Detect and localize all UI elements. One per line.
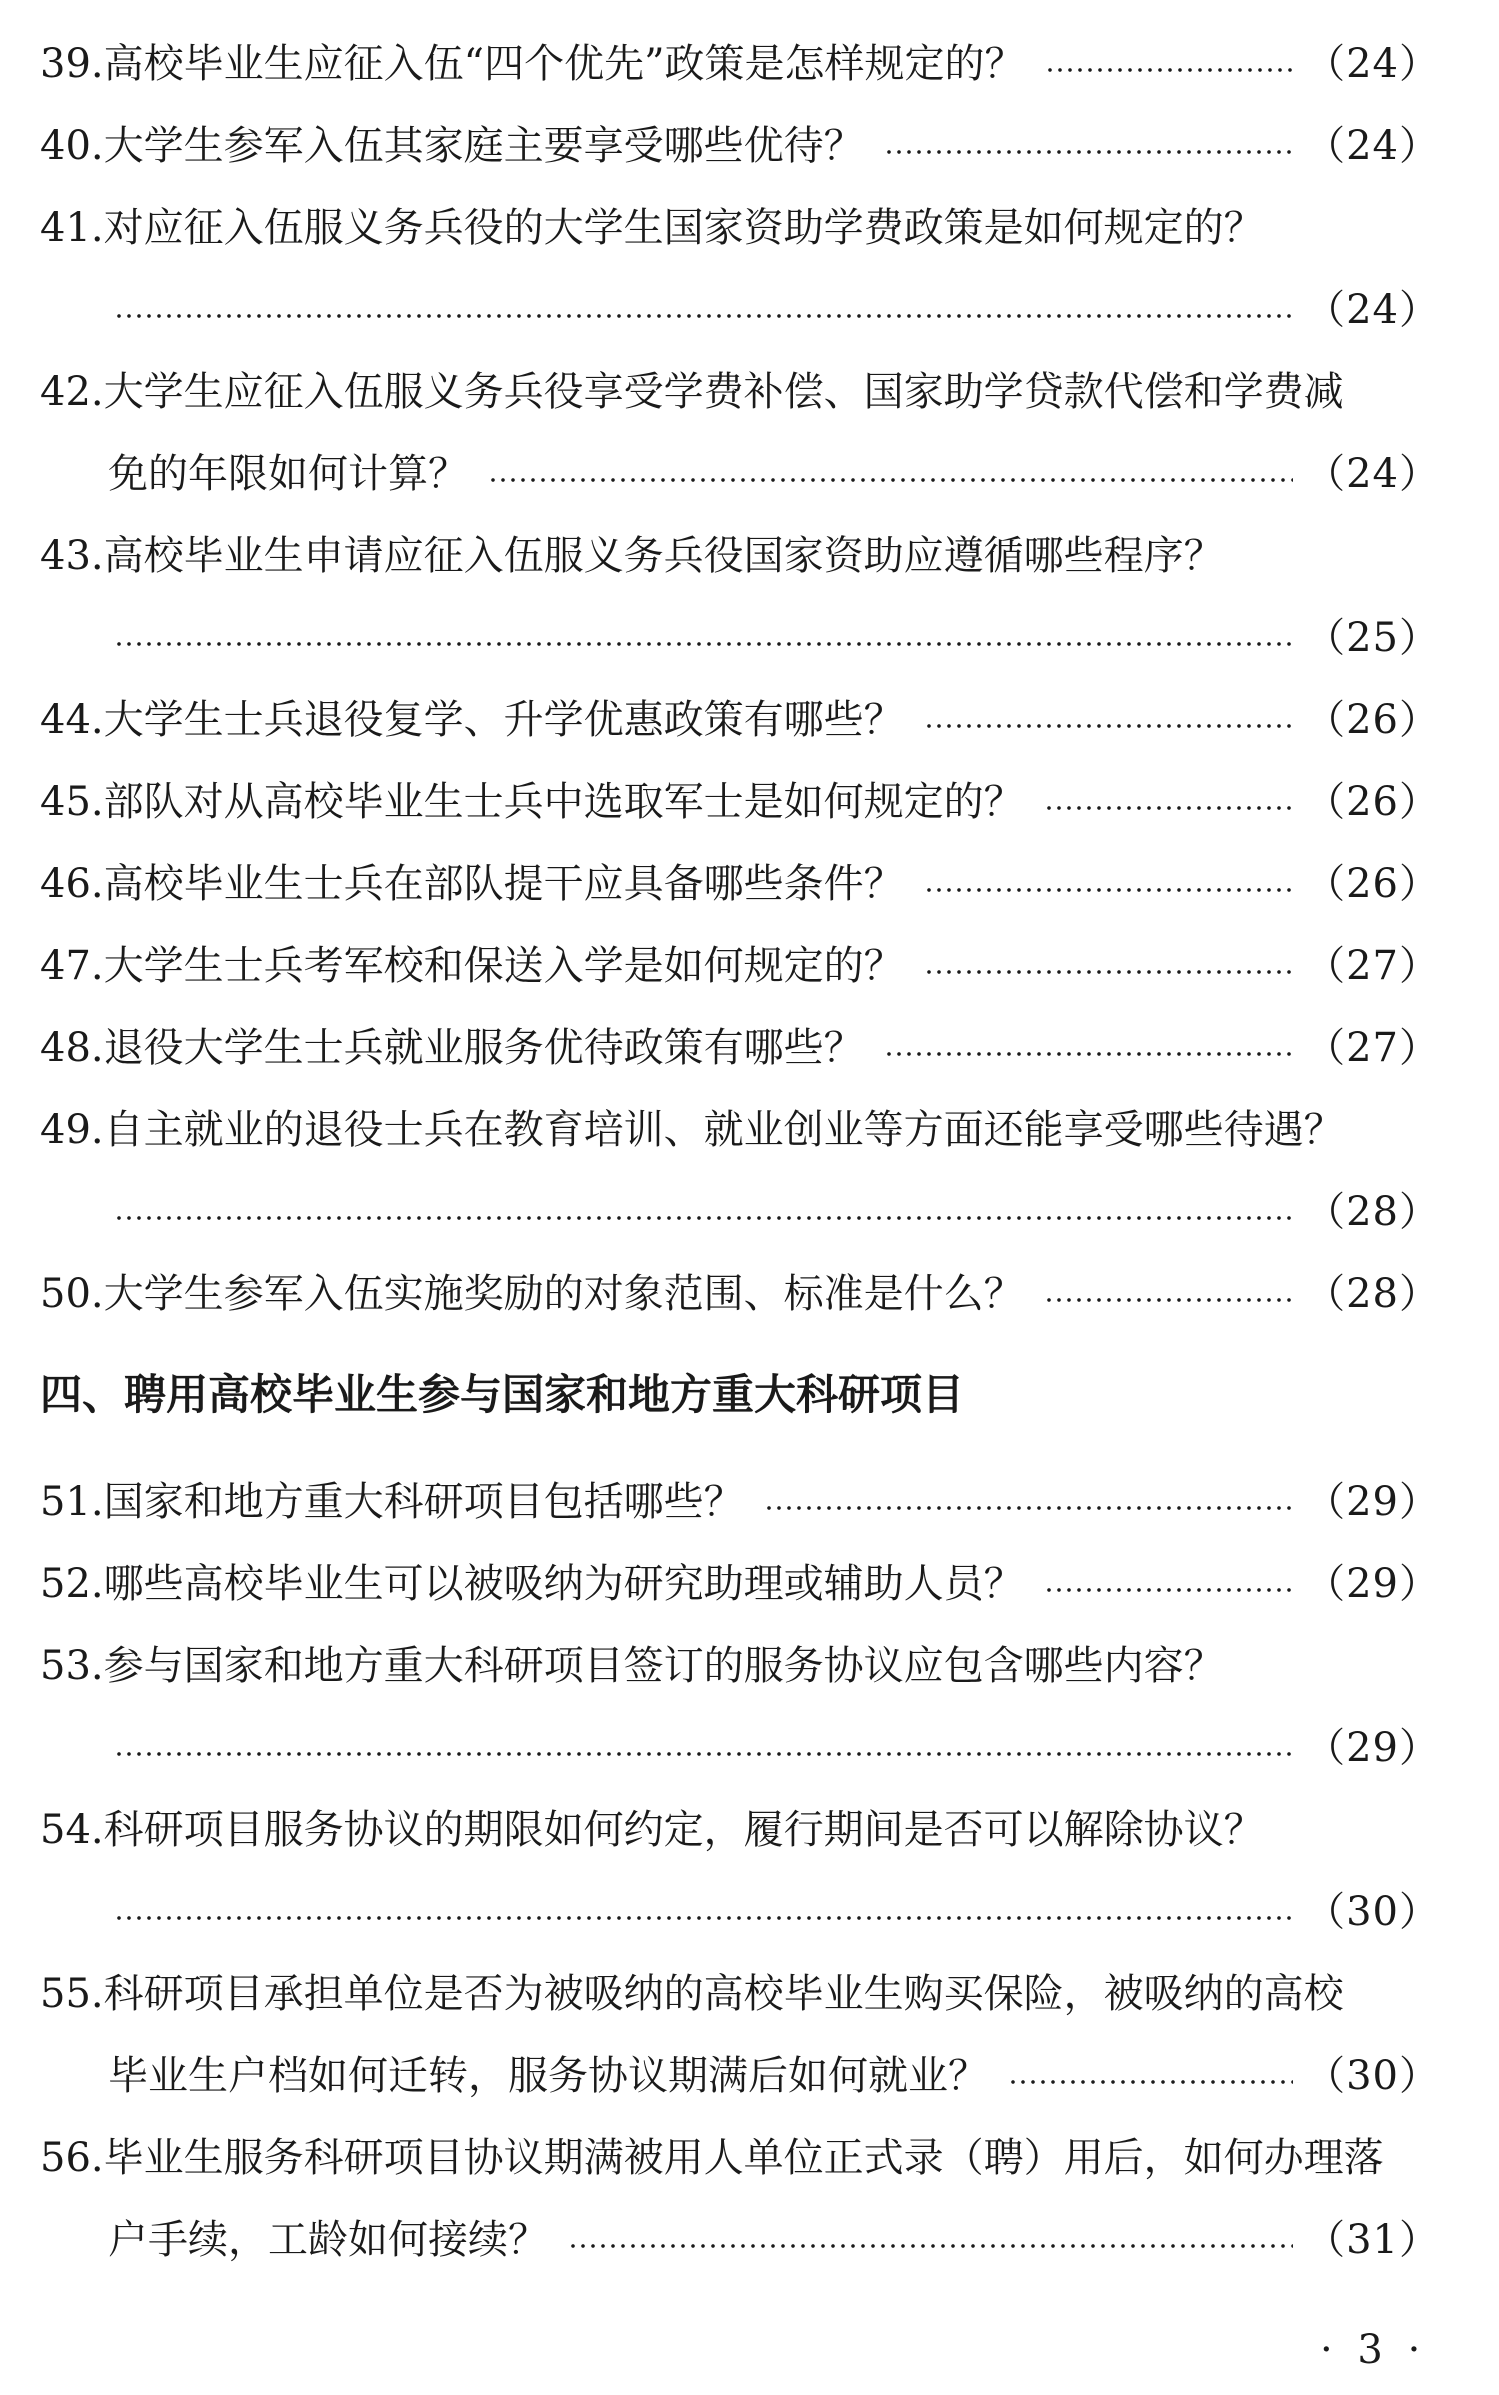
dot-leader: [114, 314, 1293, 318]
entry-number: 39.: [40, 41, 104, 87]
entry-number: 48.: [40, 1025, 104, 1071]
dot-leader: [1044, 1298, 1293, 1302]
section-heading: 四、聘用高校毕业生参与国家和地方重大科研项目: [40, 1370, 965, 1419]
entry-question: 大学生士兵退役复学、升学优惠政策有哪些？: [103, 697, 904, 743]
entry-question: 高校毕业生申请应征入伍服义务兵役国家资助应遵循哪些程序？: [103, 533, 1224, 579]
entry-number: 44.: [40, 697, 104, 743]
toc-entry[interactable]: [40, 116, 1440, 176]
entry-number: 45.: [40, 779, 104, 825]
entry-page: （27）: [1305, 943, 1440, 989]
toc-entry[interactable]: [40, 1964, 1440, 2024]
entry-page: （24）: [1305, 287, 1440, 333]
entry-number: 40.: [40, 123, 104, 169]
entry-page: （29）: [1305, 1561, 1440, 1607]
entry-number: 55.: [40, 1971, 104, 2017]
toc-entry[interactable]: [40, 854, 1440, 914]
entry-page: （30）: [1305, 1889, 1440, 1935]
toc-entry[interactable]: [40, 2128, 1440, 2188]
entry-question: 高校毕业生应征入伍“四个优先”政策是怎样规定的？: [103, 41, 1025, 87]
toc-entry[interactable]: [40, 1554, 1440, 1614]
entry-question: 对应征入伍服义务兵役的大学生国家资助学费政策是如何规定的？: [103, 205, 1264, 251]
dot-leader: [884, 1052, 1293, 1056]
entry-question-continued: 毕业生户档如何迁转，服务协议期满后如何就业？: [108, 2053, 988, 2099]
toc-entry[interactable]: [40, 1800, 1440, 1860]
entry-number: 52.: [40, 1561, 104, 1607]
toc-entry-continuation: [108, 444, 1440, 504]
entry-question: 哪些高校毕业生可以被吸纳为研究助理或辅助人员？: [103, 1561, 1024, 1607]
entry-question: 科研项目承担单位是否为被吸纳的高校毕业生购买保险，被吸纳的高校: [103, 1971, 1344, 2017]
entry-number: 50.: [40, 1271, 104, 1317]
entry-number: 41.: [40, 205, 104, 251]
entry-number: 51.: [40, 1479, 104, 1525]
toc-entry[interactable]: [40, 1636, 1440, 1696]
dot-leader: [924, 724, 1293, 728]
entry-question: 高校毕业生士兵在部队提干应具备哪些条件？: [103, 861, 904, 907]
toc-entry-continuation: [108, 1718, 1440, 1778]
entry-question: 大学生士兵考军校和保送入学是如何规定的？: [103, 943, 904, 989]
entry-page: （24）: [1305, 123, 1440, 169]
toc-entry[interactable]: [40, 936, 1440, 996]
entry-page: （27）: [1305, 1025, 1440, 1071]
entry-page: （28）: [1305, 1189, 1440, 1235]
dot-leader: [568, 2244, 1293, 2248]
dot-leader: [114, 642, 1293, 646]
entry-question: 退役大学生士兵就业服务优待政策有哪些？: [103, 1025, 864, 1071]
dot-leader: [1044, 1588, 1293, 1592]
entry-question: 毕业生服务科研项目协议期满被用人单位正式录（聘）用后，如何办理落: [103, 2135, 1384, 2181]
entry-page: （31）: [1305, 2217, 1440, 2263]
dot-leader: [764, 1506, 1293, 1510]
toc-entry[interactable]: [40, 198, 1440, 258]
entry-page: （30）: [1305, 2053, 1440, 2099]
dot-leader: [1008, 2080, 1293, 2084]
entry-question-continued: 户手续，工龄如何接续？: [108, 2217, 548, 2263]
dot-leader: [924, 970, 1293, 974]
toc-entry[interactable]: [40, 1100, 1440, 1160]
entry-page: （29）: [1305, 1479, 1440, 1525]
entry-number: 43.: [40, 533, 104, 579]
entry-question: 大学生参军入伍其家庭主要享受哪些优待？: [103, 123, 864, 169]
entry-question: 大学生应征入伍服义务兵役享受学费补偿、国家助学贷款代偿和学费减: [103, 369, 1344, 415]
entry-page: （26）: [1305, 861, 1440, 907]
entry-question: 国家和地方重大科研项目包括哪些？: [103, 1479, 744, 1525]
toc-entry[interactable]: [40, 34, 1440, 94]
toc-entry-continuation: [108, 1182, 1440, 1242]
toc-entry[interactable]: [40, 772, 1440, 832]
toc-entry-continuation: [108, 1882, 1440, 1942]
toc-entry[interactable]: [40, 526, 1440, 586]
toc-entry[interactable]: [40, 362, 1440, 422]
page-number: · 3 ·: [1320, 2327, 1427, 2373]
entry-number: 54.: [40, 1807, 104, 1853]
entry-number: 53.: [40, 1643, 104, 1689]
toc-entry-continuation: [108, 280, 1440, 340]
entry-question: 自主就业的退役士兵在教育培训、就业创业等方面还能享受哪些待遇？: [103, 1107, 1344, 1153]
entry-number: 49.: [40, 1107, 104, 1153]
entry-page: （24）: [1305, 41, 1440, 87]
entry-number: 42.: [40, 369, 104, 415]
toc-entry-continuation: [108, 608, 1440, 668]
entry-page: （25）: [1305, 615, 1440, 661]
entry-page: （29）: [1305, 1725, 1440, 1771]
toc-entry-continuation: [108, 2210, 1440, 2270]
entry-question-continued: 免的年限如何计算？: [108, 451, 468, 497]
entry-number: 46.: [40, 861, 104, 907]
entry-page: （26）: [1305, 697, 1440, 743]
entry-question: 部队对从高校毕业生士兵中选取军士是如何规定的？: [103, 779, 1024, 825]
toc-entry[interactable]: [40, 1264, 1440, 1324]
entry-page: （24）: [1305, 451, 1440, 497]
entry-question: 科研项目服务协议的期限如何约定，履行期间是否可以解除协议？: [103, 1807, 1264, 1853]
entry-question: 参与国家和地方重大科研项目签订的服务协议应包含哪些内容？: [103, 1643, 1224, 1689]
dot-leader: [114, 1916, 1293, 1920]
dot-leader: [114, 1752, 1293, 1756]
toc-entry[interactable]: [40, 1472, 1440, 1532]
entry-page: （28）: [1305, 1271, 1440, 1317]
entry-number: 56.: [40, 2135, 104, 2181]
toc-entry[interactable]: [40, 1018, 1440, 1078]
toc-entry-continuation: [108, 2046, 1440, 2106]
dot-leader: [488, 478, 1293, 482]
toc-entry[interactable]: [40, 690, 1440, 750]
dot-leader: [114, 1216, 1293, 1220]
dot-leader: [1044, 806, 1293, 810]
dot-leader: [924, 888, 1293, 892]
dot-leader: [884, 150, 1293, 154]
entry-page: （26）: [1305, 779, 1440, 825]
dot-leader: [1045, 68, 1294, 72]
entry-number: 47.: [40, 943, 104, 989]
entry-question: 大学生参军入伍实施奖励的对象范围、标准是什么？: [103, 1271, 1024, 1317]
